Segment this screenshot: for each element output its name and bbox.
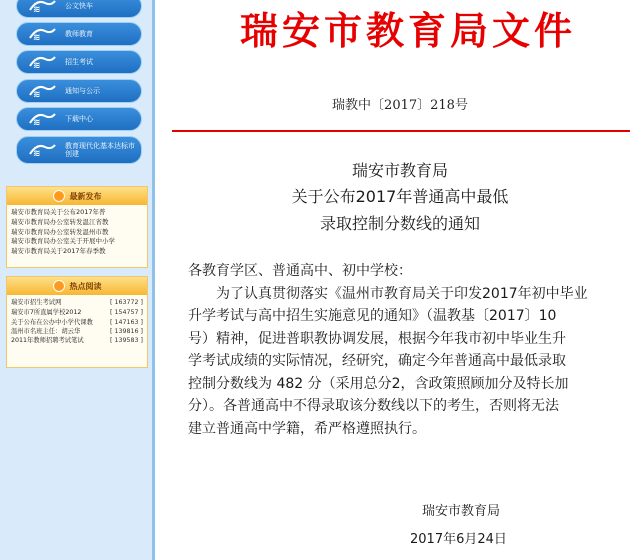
body-line: 升学考试与高中招生实施意见的通知》（温教基〔2017〕10 [188, 308, 557, 324]
svg-text:≋: ≋ [33, 5, 41, 15]
nav-item-teacher-education[interactable] [16, 22, 142, 46]
svg-text:≋: ≋ [33, 33, 41, 43]
nav-item-enrollment[interactable] [16, 50, 142, 74]
hot-item-title: 温州市名班主任：胡云华 [11, 327, 81, 335]
sidebar-divider [152, 0, 155, 560]
hot-item-title: 瑞安市招生考试网 [11, 299, 62, 306]
hot-item-count: [ 139583 ] [110, 337, 143, 345]
document-title-line-2: 关于公布2017年普通高中最低 [291, 187, 509, 206]
logo-icon [27, 82, 57, 100]
logo-icon [27, 110, 57, 128]
signer: 瑞安市教育局 [422, 504, 501, 519]
hot-item-count: [ 147163 ] [110, 318, 143, 326]
document-body [188, 260, 618, 440]
body-line: 分）。各普通高中不得录取该分数线以下的考生，否则将无法 [188, 398, 559, 414]
document-header: 瑞安市教育局文件 [240, 8, 577, 53]
document-title-line-3: 录取控制分数线的通知 [319, 214, 480, 233]
svg-text:≋: ≋ [33, 90, 41, 100]
latest-header [7, 187, 147, 205]
nav-item-label: 教师教育 [65, 30, 93, 38]
svg-text:≋: ≋ [33, 118, 41, 128]
nav-item-modernization[interactable] [16, 136, 142, 164]
body-line: 学考试成绩的实际情况，经研究，确定今年普通高中最低录取 [188, 353, 566, 369]
nav-item-downloads[interactable] [16, 107, 142, 131]
logo-icon [27, 0, 57, 15]
hot-item-title: 2011年教师招聘考试笔试 [11, 337, 84, 345]
document-area [160, 0, 640, 560]
svg-text:≋: ≋ [33, 149, 41, 159]
hot-item-count: [ 154757 ] [110, 308, 143, 316]
latest-box [6, 186, 148, 268]
latest-title: 最新发布 [69, 191, 102, 201]
nav-item-label: 下载中心 [65, 115, 93, 123]
hot-item-title: 关于公布在公办中小学代课教 [11, 318, 93, 326]
nav-item-notices[interactable] [16, 79, 142, 103]
nav-item-label: 招生考试 [65, 58, 93, 66]
hot-title: 热点阅读 [69, 281, 102, 291]
body-line: 控制分数线为 482 分（采用总分2，含政策照顾加分及特长加 [188, 375, 569, 392]
body-line: 建立普通高中学籍，希严格遵照执行。 [188, 420, 426, 437]
logo-icon [27, 53, 57, 71]
hot-header [7, 277, 147, 295]
nav-item-label: 教育现代化基本达标市创建 [65, 142, 135, 158]
bullet-icon [53, 280, 65, 292]
nav-item-label: 公文快车 [65, 2, 93, 10]
bullet-icon [53, 190, 65, 202]
list-item[interactable]: 瑞安市教育局办公室转发温州市教 [11, 227, 109, 236]
list-item[interactable] [7, 298, 147, 308]
hot-item-count: [ 163772 ] [110, 299, 143, 306]
list-item[interactable] [7, 327, 147, 337]
list-item[interactable] [7, 308, 147, 318]
list-item[interactable]: 瑞安市教育局办公室关于开展中小学 [11, 237, 115, 246]
sidebar [0, 0, 152, 560]
body-line: 为了认真贯彻落实《温州市教育局关于印发2017年初中毕业 [216, 285, 588, 302]
hot-box [6, 276, 148, 368]
document-number: 瑞教中〔2017〕218号 [332, 98, 468, 113]
document-title-line-1: 瑞安市教育局 [351, 161, 448, 180]
salutation: 各教育学区、普通高中、初中学校： [188, 263, 412, 279]
divider-line [172, 130, 630, 132]
list-item[interactable]: 瑞安市教育局办公室转发温江省教 [11, 217, 109, 226]
svg-text:≋: ≋ [33, 61, 41, 71]
list-item[interactable]: 瑞安市教育局关于公布2017年普 [11, 208, 106, 216]
hot-item-count: [ 139816 ] [110, 327, 143, 335]
logo-icon [27, 141, 57, 159]
list-item[interactable]: 瑞安市教育局关于2017年春季教 [11, 247, 106, 256]
list-item[interactable] [7, 336, 147, 346]
nav-item-documents[interactable] [16, 0, 142, 18]
document-date: 2017年6月24日 [410, 532, 507, 547]
logo-icon [27, 25, 57, 43]
hot-item-title: 瑞安市7所直属学校2012 [11, 308, 82, 316]
body-line: 号）精神，促进普职教协调发展，根据今年我市初中毕业生升 [188, 330, 566, 347]
nav-item-label: 通知与公示 [65, 87, 100, 95]
list-item[interactable] [7, 318, 147, 327]
